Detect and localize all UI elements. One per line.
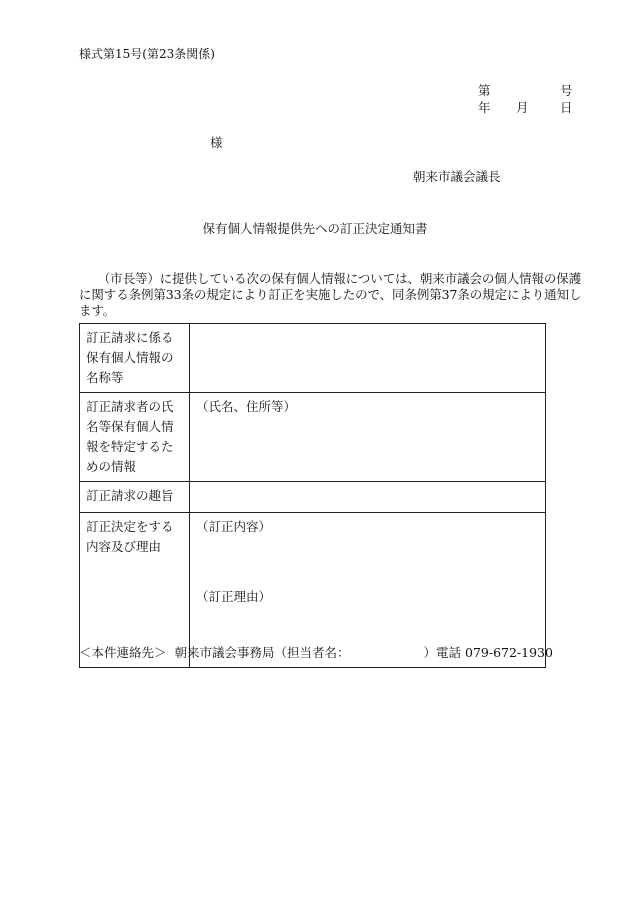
notification-table [79,323,546,668]
body-paragraph: （市長等）に提供している次の保有個人情報については、朝来市議会の個人情報の保護に関する条例第33条の規定により訂正を実施したので、同条例第37条の規定により通知します。 [79,271,582,318]
document-title: 保有個人情報提供先への訂正決定通知書 [202,221,428,236]
doc-number-prefix: 第 [478,83,491,98]
date-month-label: 月 [516,100,529,115]
row-label: 訂正決定をする内容及び理由 [80,513,190,668]
table-row [80,393,546,482]
table-row [80,324,546,393]
contact-label: ＜本件連絡先＞ [79,645,167,660]
contact-office: 朝来市議会事務局（担当者名： [174,645,350,660]
row-label: 訂正請求の趣旨 [80,482,190,513]
row-label: 訂正請求者の氏名等保有個人情報を特定するための情報 [80,393,190,482]
addressee-honorific: 様 [210,135,223,150]
correction-content-hint: （訂正内容） [196,519,272,534]
contact-line [79,645,557,661]
row-value [190,482,546,513]
table-row [80,482,546,513]
form-number: 様式第15号(第23条関係) [79,47,215,61]
doc-number-suffix: 号 [560,83,573,98]
row-value: （氏名、住所等） [190,393,546,482]
date-year-label: 年 [478,100,491,115]
row-label: 訂正請求に係る保有個人情報の名称等 [80,324,190,393]
sender-name: 朝来市議会議長 [413,169,501,184]
contact-phone: ）電話 079-672-1930 [423,645,553,660]
correction-reason-hint: （訂正理由） [196,589,272,604]
row-value [190,324,546,393]
date-day-label: 日 [560,100,573,115]
